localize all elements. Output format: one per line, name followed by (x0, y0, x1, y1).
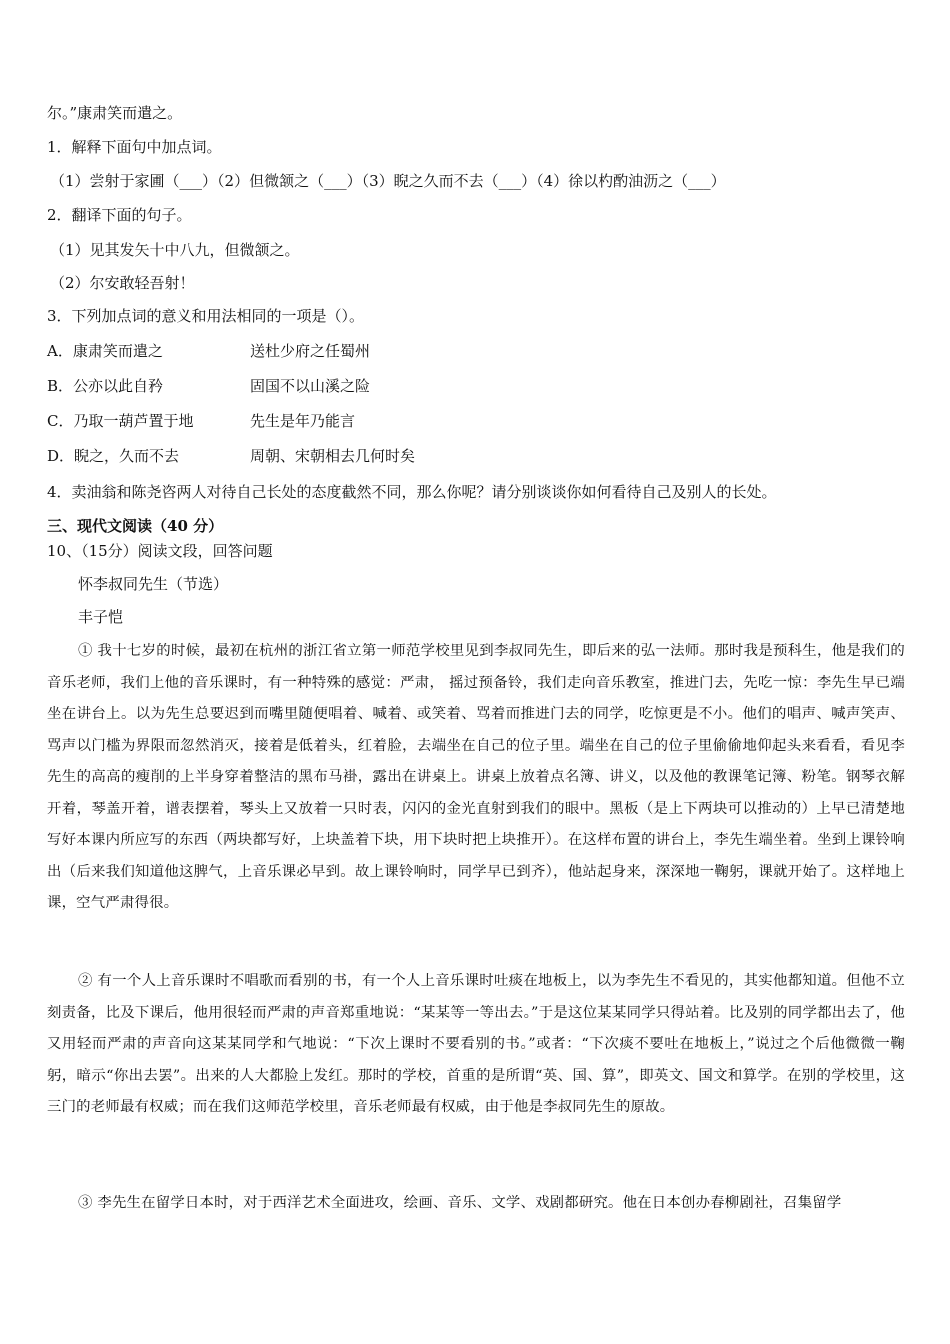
q3-option-b-right: 固国不以山溪之险 (250, 377, 371, 395)
article-paragraph-1: ① 我十七岁的时候，最初在杭州的浙江省立第一师范学校里见到李叔同先生，即后来的弘一法师。那时我是预科生，他是我们的音乐老师，我们上他的音乐课时，有一种特殊的感觉：严肃， 摇过预备铃，我们走向音乐教室，推进门去，先吃一惊：李先生早已端坐在讲台上。以为先生总要迟到而嘴里随便唱着、喊着、或笑着、骂着而推进门去的同学，吃惊更是不小。他们的唱声、喊声笑声、骂声以门槛为界限而忽然消灭，接着是低着头，红着脸，去端坐在自己的位子里。端坐在自己的位子里偷偷地仰起头来看看，看见李先生的高高的瘦削的上半身穿着整洁的黑布马褂，露出在讲桌上。讲桌上放着点名簿、讲义，以及他的教课笔记簿、粉笔。钢琴衣解开着，琴盖开着，谱表摆着，琴头上又放着一只时表，闪闪的金光直射到我们的眼中。黑板（是上下两块可以推动的）上早已清楚地写好本课内所应写的东西（两块都写好，上块盖着下块，用下块时把上块推开）。在这样布置的讲台上，李先生端坐着。坐到上课铃响出（后来我们知道他这脾气，上音乐课必早到。故上课铃响时，同学早已到齐），他站起身来，深深地一鞠躬，课就开始了。这样地上课，空气严肃得很。 (47, 643, 905, 911)
q2-sentence-2: （2）尔安敢轻吾射！ (50, 274, 195, 292)
q2-sentence-1: （1）见其发矢十中八九，但微颔之。 (50, 241, 300, 259)
q4-prompt: 4．卖油翁和陈尧咨两人对待自己长处的态度截然不同，那么你呢？请分别谈谈你如何看待自己及别人的长处。 (47, 483, 777, 501)
article-author: 丰子恺 (78, 608, 124, 626)
q1-prompt: 1．解释下面句中加点词。 (47, 138, 222, 156)
q3-option-a-right: 送杜少府之任蜀州 (250, 342, 371, 360)
article-title: 怀李叔同先生（节选） (78, 575, 229, 593)
q3-option-c-left: C．乃取一葫芦置于地 (47, 412, 194, 430)
q2-prompt: 2．翻译下面的句子。 (47, 206, 192, 224)
q10-prompt: 10、（15分）阅读文段，回答问题 (47, 542, 273, 560)
q3-prompt: 3．下列加点词的意义和用法相同的一项是（）。 (47, 307, 365, 325)
q3-option-d-left: D．睨之，久而不去 (47, 447, 180, 465)
q3-option-d-right: 周朝、宋朝相去几何时矣 (250, 447, 416, 465)
q3-option-c-right: 先生是年乃能言 (250, 412, 356, 430)
top-line: 尔。”康肃笑而遣之。 (47, 104, 183, 122)
q3-option-b-left: B．公亦以此自矜 (47, 377, 164, 395)
q3-option-a-left: A．康肃笑而遣之 (47, 342, 163, 360)
section-3-heading: 三、现代文阅读（40 分） (47, 517, 224, 535)
q1-items: （1）尝射于家圃（___）（2）但微颔之（___）（3）睨之久而不去（___）（4）徐以杓酌油沥之（___） (50, 172, 726, 190)
article-paragraph-3: ③ 李先生在留学日本时，对于西洋艺术全面进攻，绘画、音乐、文学、戏剧都研究。他在日本创办春柳剧社，召集留学 (78, 1195, 842, 1211)
article-paragraph-2: ② 有一个人上音乐课时不唱歌而看别的书，有一个人上音乐课时吐痰在地板上，以为李先生不看见的，其实他都知道。但他不立刻责备，比及下课后，他用很轻而严肃的声音郑重地说：“某某等一等出去。”于是这位某某同学只得站着。比及别的同学都出去了，他又用轻而严肃的声音向这某某同学和气地说：“下次上课时不要看别的书。”或者：“下次痰不要吐在地板上，”说过之个后他微微一鞠躬，暗示“你出去罢”。出来的人大都脸上发红。那时的学校，首重的是所谓“英、国、算”，即英文、国文和算学。在别的学校里，这三门的老师最有权威；而在我们这师范学校里，音乐老师最有权威，由于他是李叔同先生的原故。 (47, 973, 905, 1115)
